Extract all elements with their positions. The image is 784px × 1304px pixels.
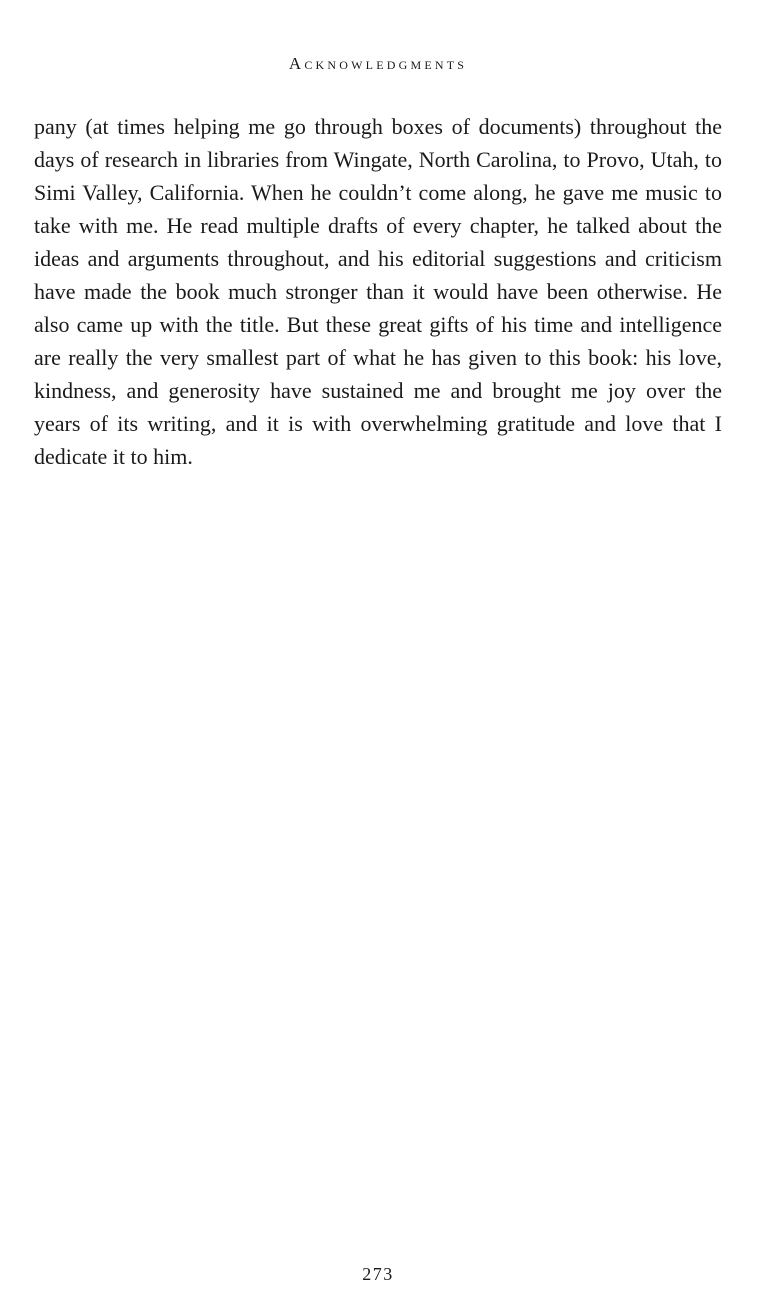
running-head: Acknowledgments — [288, 54, 468, 73]
acknowledgments-paragraph: pany (at times helping me go through boxes of documents) throughout the days of research in libraries from Wingate, North Carolina, to Provo, Utah, to Simi Valley, California. When he couldn’t come along, he gave me music to take with me. He read multiple drafts of every chapter, he talked about the ideas and arguments throughout, and his editorial suggestions and criticism have made the book much stronger than it would have been otherwise. He also came up with the title. But these great gifts of his time and intelligence are really the very smallest part of what he has given to this book: his love, kindness, and generosity have sustained me and brought me joy over the years of its writing, and it is with overwhelming gratitude and love that I dedicate it to him. — [34, 114, 722, 469]
page-number: 273 — [362, 1264, 394, 1284]
